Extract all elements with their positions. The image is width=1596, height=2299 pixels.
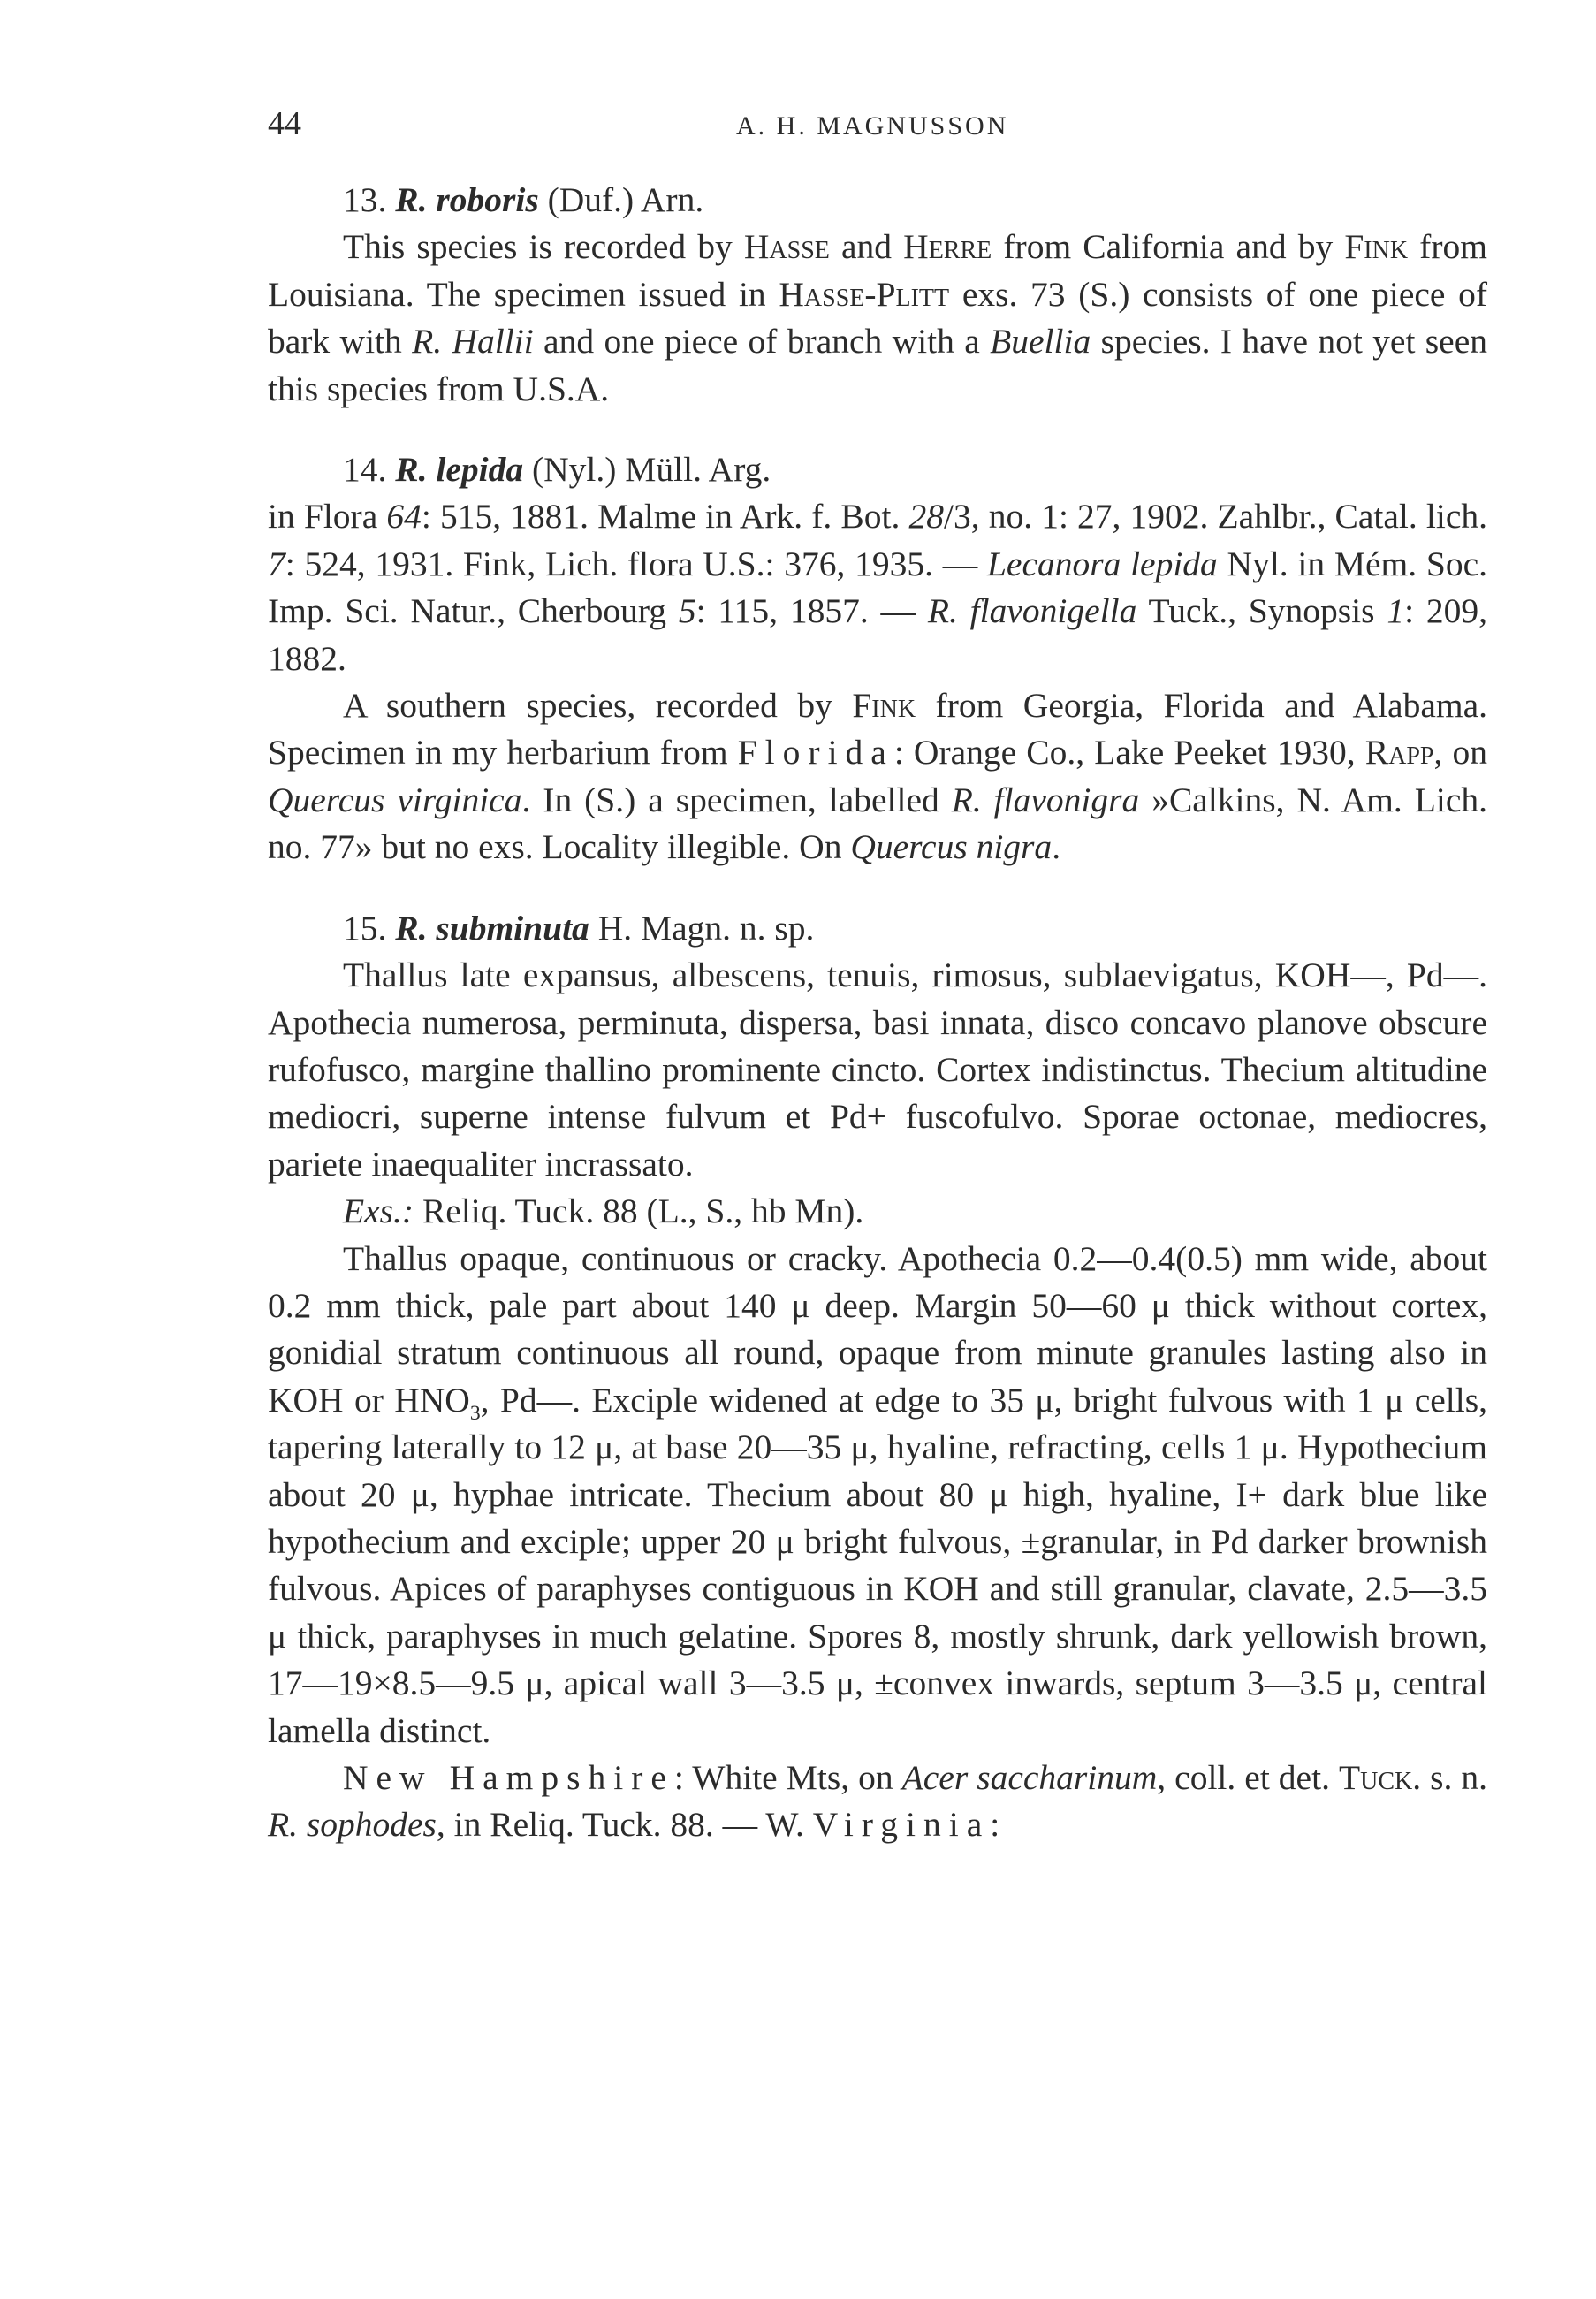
page-body xyxy=(268,177,1487,1849)
entry-15-exsiccatae: Exs.: Reliq. Tuck. 88 (L., S., hb Mn). xyxy=(343,1191,864,1231)
entry-15-localities: New Hampshire: White Mts, on Acer saccharinum, coll. et det. Tuck. s. n. R. sophodes, in Reliq. Tuck. 88. — W. Virginia: xyxy=(268,1758,1488,1845)
species-epithet: subminuta xyxy=(436,908,589,948)
entry-15-latin-diagnosis: Thallus late expansus, albescens, tenuis, rimosus, sublaevigatus, KOH—, Pd—. Apothecia numerosa, perminuta, dispersa, basi innata, disco concavo planove obscure rufofusco, margine thallino prominente cincto. Cortex indistinctus. Thecium altitudine mediocri, superne intense fulvum et Pd+ fuscofulvo. Sporae octonae, mediocres, pariete inaequaliter incrassato. xyxy=(268,955,1487,1184)
genus: R. xyxy=(395,180,428,219)
entry-14-text: A southern species, recorded by Fink from Georgia, Florida and Alabama. Specimen in my herbarium from Florida: Orange Co., Lake Peeket 1930, Rapp, on Quercus virginica. In (S.) a specimen, labelled R. flavonigra »Calkins, N. Am. Lich. no. 77» but no exs. Locality illegible. On Quercus nigra. xyxy=(268,686,1488,867)
authority: H. Magn. n. sp. xyxy=(597,908,815,948)
entry-15-description: Thallus opaque, continuous or cracky. Apothecia 0.2—0.4(0.5) mm wide, about 0.2 mm thick, pale part about 140 μ deep. Margin 50—60 μ thick without cortex, gonidial stratum continuous all round, opaque from minute granules lasting also in KOH or $HNO_3$, Pd—. Exciple widened at edge to 35 μ, bright fulvous with 1 μ cells, tapering laterally to 12 μ, at base 20—35 μ, hyaline, refracting, cells 1 μ. Hypothecium about 20 μ, hyphae intricate. Thecium about 80 μ high, hyaline, I+ dark blue like hypothecium and exciple; upper 20 μ bright fulvous, ±granular, in Pd darker brownish fulvous. Apices of paraphyses contiguous in KOH and still granular, clavate, 2.5—3.5 μ thick, paraphyses in much gelatine. Spores 8, mostly shrunk, dark yellowish brown, 17—19×8.5—9.5 μ, apical wall 3—3.5 μ, ±convex inwards, septum 3—3.5 μ, central lamella distinct. xyxy=(268,1238,1487,1750)
entry-13-heading xyxy=(343,177,1487,224)
genus: R. xyxy=(395,450,428,490)
genus: R. xyxy=(395,908,428,948)
page-header xyxy=(0,104,1596,157)
entry-14-heading xyxy=(343,446,1487,493)
authority: (Nyl.) Müll. Arg. xyxy=(531,450,771,490)
entry-15-heading xyxy=(343,905,1487,952)
page-number: 44 xyxy=(268,105,301,142)
running-head: A. H. MAGNUSSON xyxy=(736,111,1009,141)
entry-14-references: in Flora 64: 515, 1881. Malme in Ark. f. Bot. 28/3, no. 1: 27, 1902. Zahlbr., Catal. lich. 7: 524, 1931. Fink, Lich. flora U.S.: 376, 1935. — Lecanora lepida Nyl. in Mém. Soc. Imp. Sci. Natur., Cherbourg 5: 115, 1857. — R. flavonigella Tuck., Synopsis 1: 209, 1882. xyxy=(268,497,1487,678)
authority: (Duf.) Arn. xyxy=(547,180,704,219)
species-epithet: lepida xyxy=(436,450,524,490)
species-epithet: roboris xyxy=(436,180,539,219)
entry-number: 15. xyxy=(343,908,387,948)
entry-number: 13. xyxy=(343,180,387,219)
entry-number: 14. xyxy=(343,450,387,490)
entry-13-text: This species is recorded by Hasse and Herre from California and by Fink from Louisiana. The specimen issued in Hasse-Plitt exs. 73 (S.) consists of one piece of bark with R. Hallii and one piece of branch with a Buellia species. I have not yet seen this species from U.S.A. xyxy=(268,227,1487,408)
